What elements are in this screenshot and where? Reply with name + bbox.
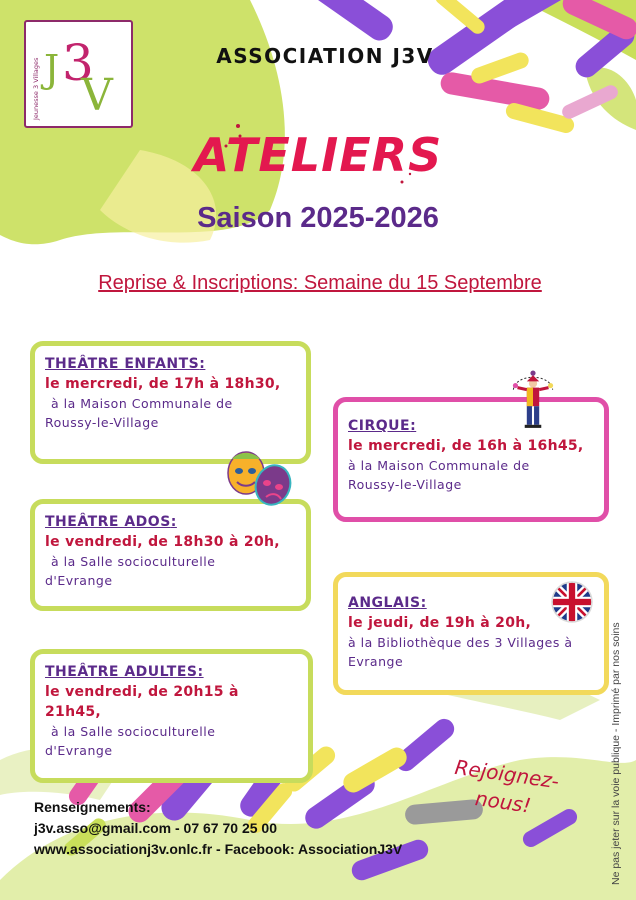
activity-name-suffix: :	[410, 418, 417, 434]
page-title: ATELIERS	[193, 128, 443, 182]
logo-letter-v: V	[81, 70, 113, 121]
activity-schedule: le vendredi, de 20h15 à	[45, 684, 239, 700]
activity-location-line: à la Maison Communale de	[51, 396, 233, 411]
contact-heading: Renseignements:	[34, 799, 151, 815]
join-us-line: Rejoignez-	[453, 754, 561, 794]
activity-name: THEÂTRE ENFANTS	[45, 356, 200, 372]
activity-name-suffix: :	[197, 664, 204, 680]
activity-location-line: d'Evrange	[45, 743, 113, 758]
activity-name: CIRQUE	[348, 418, 411, 434]
contact-website-facebook: www.associationj3v.onlc.fr - Facebook: AssociationJ3V	[34, 841, 403, 857]
activity-name: THEÂTRE ADOS	[45, 514, 171, 530]
contact-block	[34, 797, 402, 860]
activity-schedule: le mercredi, de 17h à 18h30,	[45, 376, 281, 392]
reprise-announcement: Reprise & Inscriptions: Semaine du 15 Septembre	[98, 272, 542, 294]
logo-digit-3: 3	[62, 34, 94, 92]
activity-location-line: à la Salle socioculturelle	[51, 724, 216, 739]
juggler-icon	[507, 369, 559, 431]
activity-card-theatre-enfants	[30, 341, 311, 464]
activity-schedule: le vendredi, de 18h30 à 20h,	[45, 534, 280, 550]
association-logo	[24, 20, 133, 128]
join-us-line: nous!	[473, 786, 533, 818]
activity-location-line: à la Salle socioculturelle	[51, 554, 216, 569]
activity-schedule: le jeudi, de 19h à 20h,	[348, 615, 532, 631]
season-subtitle: Saison 2025-2026	[197, 202, 439, 234]
activity-location-line: Evrange	[348, 654, 404, 669]
activity-location-line: d'Evrange	[45, 573, 113, 588]
activity-location-line: Roussy-le-Village	[348, 477, 462, 492]
activity-card-theatre-ados	[30, 499, 311, 611]
logo-letter-j: J	[44, 47, 60, 91]
activity-location-line: Roussy-le-Village	[45, 415, 159, 430]
contact-email-phone: j3v.asso@gmail.com - 07 67 70 25 00	[34, 820, 277, 836]
activity-name: THEÂTRE ADULTES	[45, 664, 198, 680]
uk-flag-icon	[551, 581, 593, 623]
activity-schedule: 21h45,	[45, 704, 102, 720]
activity-card-theatre-adultes	[30, 649, 313, 783]
activity-name-suffix: :	[170, 514, 177, 530]
activity-location-line: à la Bibliothèque des 3 Villages à	[348, 635, 573, 650]
activity-name: ANGLAIS	[348, 595, 421, 611]
theatre-masks-icon	[218, 448, 298, 510]
activity-card-cirque	[333, 397, 609, 522]
activity-schedule: le mercredi, de 16h à 16h45,	[348, 438, 584, 454]
logo-motto: Jeunesse 3 Villages	[32, 57, 40, 120]
print-notice: Ne pas jeter sur la voie publique - Imprimé par nos soins	[610, 622, 622, 885]
association-name: ASSOCIATION J3V	[216, 44, 434, 68]
activity-name-suffix: :	[199, 356, 206, 372]
activity-location-line: à la Maison Communale de	[348, 458, 530, 473]
activity-name-suffix: :	[420, 595, 427, 611]
